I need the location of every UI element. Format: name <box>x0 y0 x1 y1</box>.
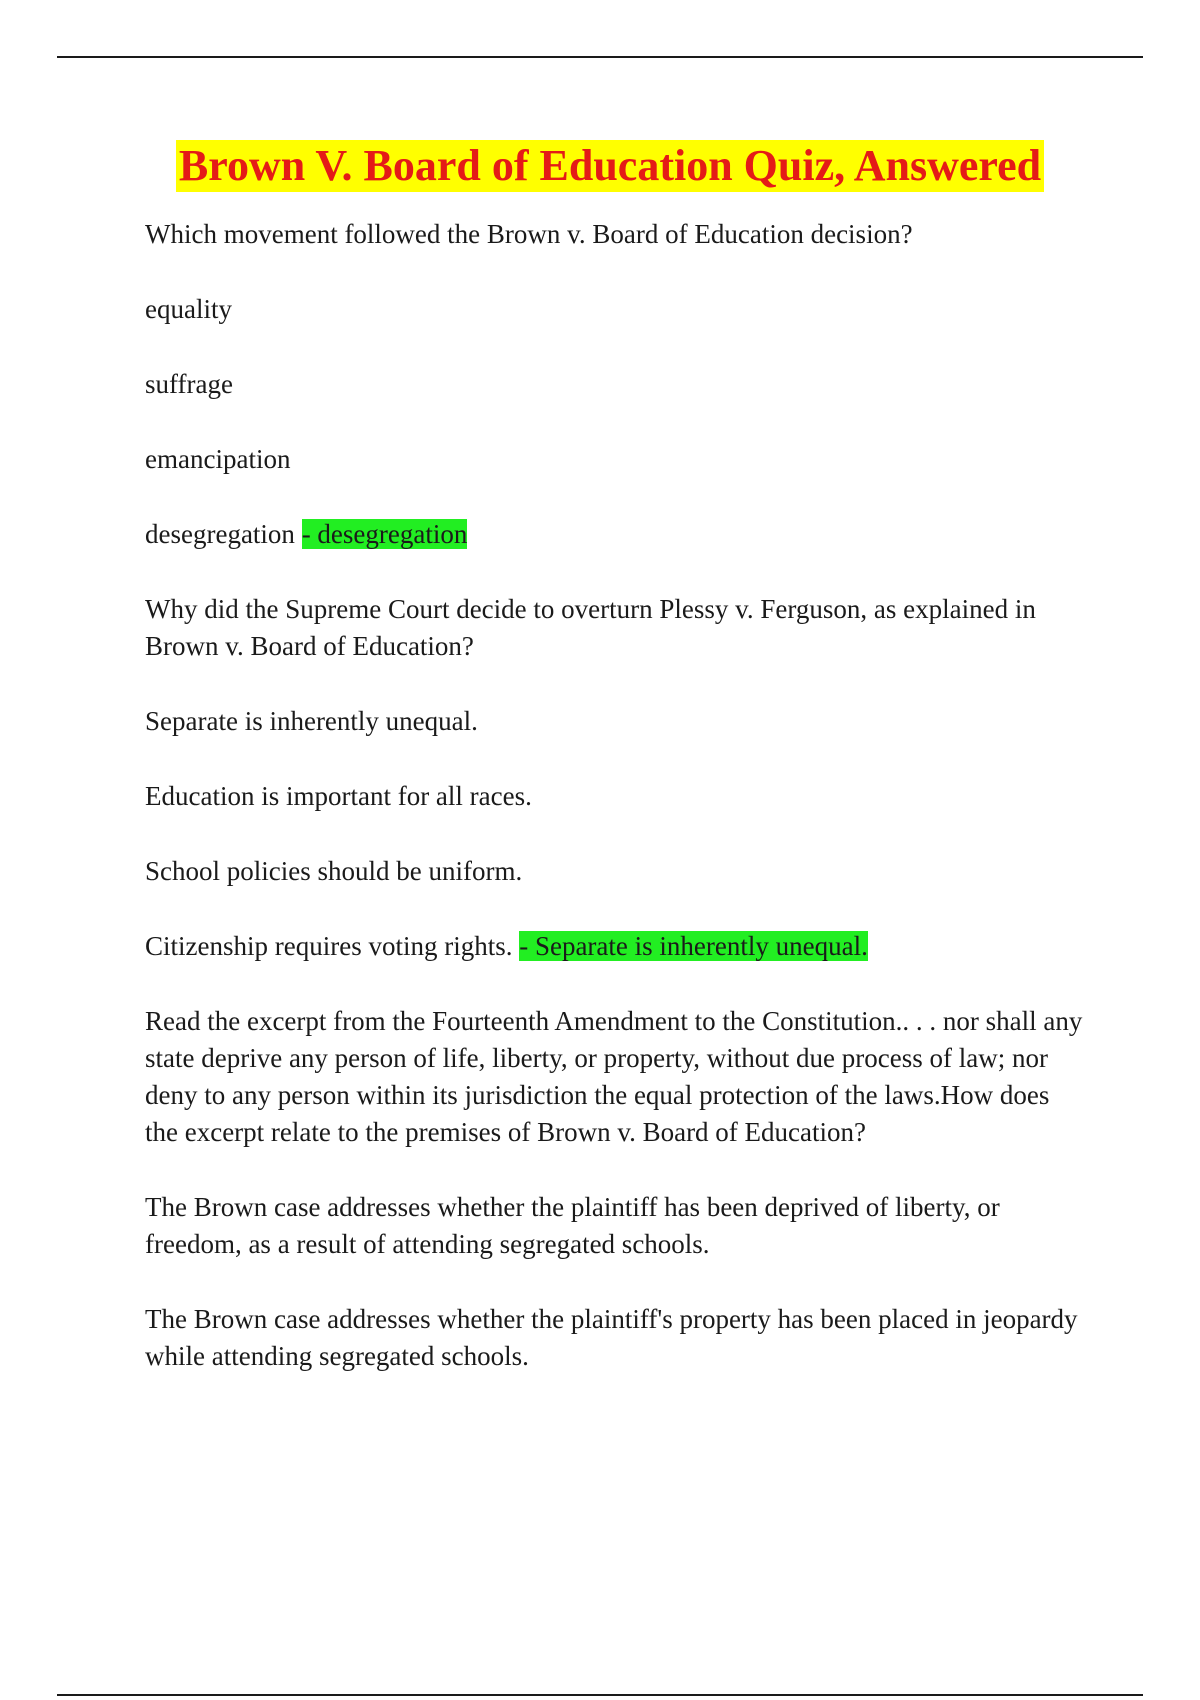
option-property <box>145 1301 1085 1375</box>
option-liberty <box>145 1189 1085 1263</box>
highlighted-answer: - Separate is inherently unequal. <box>519 931 868 961</box>
block-text: suffrage <box>145 369 233 399</box>
block-text: Why did the Supreme Court decide to overturn Plessy v. Ferguson, as explained in Brown v. Board of Education? <box>145 594 1036 661</box>
option-education-important <box>145 778 1085 815</box>
block-text: equality <box>145 294 232 324</box>
block-text: The Brown case addresses whether the plaintiff has been deprived of liberty, or freedom, as a result of attending segregated schools. <box>145 1192 1000 1259</box>
option-desegregation <box>145 516 1085 553</box>
option-equality <box>145 291 1085 328</box>
block-text: Separate is inherently unequal. <box>145 706 478 736</box>
block-text: Read the excerpt from the Fourteenth Amendment to the Constitution.. . . nor shall any state deprive any person of life, liberty, or property, without due process of law; nor deny to any person within its jurisdiction the equal protection of the laws.How does the excerpt relate to the premises of Brown v. Board of Education? <box>145 1006 1083 1147</box>
block-text: The Brown case addresses whether the plaintiff's property has been placed in jeopardy while attending segregated schools. <box>145 1304 1078 1371</box>
bottom-rule <box>57 1694 1143 1696</box>
block-text: Education is important for all races. <box>145 781 532 811</box>
block-text: Citizenship requires voting rights. <box>145 931 520 961</box>
question-3 <box>145 1003 1085 1151</box>
document-body <box>145 140 1085 1413</box>
highlighted-answer: - desegregation <box>301 519 468 549</box>
block-text: Which movement followed the Brown v. Board of Education decision? <box>145 219 913 249</box>
option-school-policies <box>145 853 1085 890</box>
title-container <box>135 140 1085 192</box>
option-separate-unequal <box>145 703 1085 740</box>
question-1 <box>145 216 1085 253</box>
question-2 <box>145 591 1085 665</box>
option-emancipation <box>145 441 1085 478</box>
top-rule <box>57 56 1143 58</box>
block-text: desegregation <box>145 519 302 549</box>
option-citizenship <box>145 928 1085 965</box>
document-title: Brown V. Board of Education Quiz, Answered <box>176 140 1044 192</box>
block-text: emancipation <box>145 444 291 474</box>
option-suffrage <box>145 366 1085 403</box>
block-text: School policies should be uniform. <box>145 856 523 886</box>
